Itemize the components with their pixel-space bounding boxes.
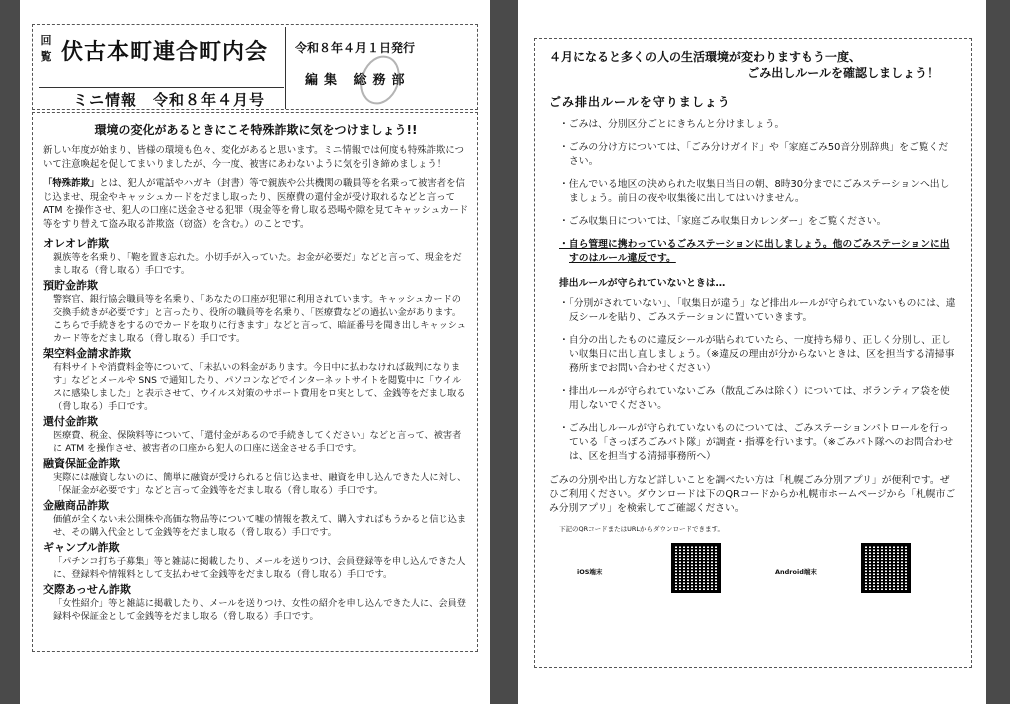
section-text: 医療費、税金、保険料等について、「還付金があるので手続きしてください」などと言って、被害者に ATM を操作させ、被害者の口座から犯人の口座に送金させる手口です。	[53, 430, 462, 454]
section-heading: 預貯金詐欺	[43, 279, 98, 292]
fraud-section	[43, 237, 469, 277]
fraud-section	[43, 415, 469, 455]
rule-item: ・ごみ収集日については、「家庭ごみ収集日カレンダー」をご覧ください。	[559, 216, 887, 227]
fraud-section	[43, 279, 469, 345]
violation-heading: 排出ルールが守られていないときは…	[559, 278, 726, 289]
fraud-section	[43, 347, 469, 413]
section-text: 「パチンコ打ち子募集」等と雑誌に掲載したり、メールを送りつけ、会員登録等を申し込んできた人に、登録料や情報料として支払わせて金銭等をだまし取る（脅し取る）手口です。	[53, 556, 466, 580]
right-page	[518, 0, 986, 704]
section-text: 親族等を名乗り、「鞄を置き忘れた。小切手が入っていた。お金が必要だ」などと言って、現金をだまし取る（脅し取る）手口です。	[53, 252, 462, 276]
violation-item: ・排出ルールが守られていないごみ（散乱ごみは除く）については、ボランティア袋を使用しないでください。	[559, 386, 950, 411]
newsletter-header	[32, 24, 478, 110]
intro-line-2: ごみ出しルールを確認しましょう！	[747, 66, 939, 80]
article-headline: 環境の変化があるときにこそ特殊詐欺に気をつけましょう!!	[94, 123, 418, 137]
fraud-section	[43, 499, 469, 539]
rule-item: ・ごみは、分別区分ごとにきちんと分けましょう。	[559, 119, 785, 130]
ios-qr-code[interactable]	[671, 543, 721, 593]
garbage-rules-box	[534, 38, 972, 668]
intro-line-1: ４月になると多くの人の生活環境が変わりますもう一度、	[549, 50, 862, 64]
section-text: 「女性紹介」等と雑誌に掲載したり、メールを送りつけ、女性の紹介を申し込んできた人に、会員登録料や保証金として金銭等をだまし取る（脅し取る）手口です。	[53, 598, 466, 622]
rule-item-underlined: ・自ら管理に携わっているごみステーションに出しましょう。他のごみステーションに出すのはルール違反です。	[559, 239, 950, 264]
definition-text: とは、犯人が電話やハガキ（封書）等で親族や公共機関の職員等を名乗って被害者を信じ込ませ、現金やキャッシュカードをだまし取ったり、医療費の還付金が受け取れるなどと言って ATM を操作させ、犯人の口座に送金させる犯罪（現金等を脅し取る恐喝や隙を見てキャッシュカード等をすり替えて盗み取る詐欺盗（窃盗）を含む。）のことです。	[43, 178, 469, 230]
app-info-paragraph: ごみの分別や出し方など詳しいことを調べたい方は「札幌ごみ分別アプリ」が便利です。ぜひご利用ください。ダウンロードは下のQRコードからか札幌市ホームページから「札幌市ごみ分別アプリ」を検索してご確認ください。	[549, 475, 956, 514]
section-text: 実際には融資しないのに、簡単に融資が受けられると信じ込ませ、融資を申し込んできた人に対し、「保証金が必要です」などと言って金銭等をだまし取る（脅し取る）手口です。	[53, 472, 467, 496]
violation-item: ・自分の出したものに違反シールが貼られていたら、一度持ち帰り、正しく分別し、正しい収集日に出し直しましょう。（※違反の理由が分からないときは、区を担当する清掃事務所までお問い合わせください）	[559, 335, 955, 374]
rules-heading: ごみ排出ルールを守りましょう	[549, 95, 731, 109]
intro-paragraph: 新しい年度が始まり、皆様の環境も色々、変化があると思います。ミニ情報では何度も特殊詐欺について注意喚起を促してまいりましたが、今一度、被害にあわないように気を引き締めましょう！	[43, 145, 464, 170]
rule-item: ・住んでいる地区の決められた収集日当日の朝、8時30分までにごみステーションへ出しましょう。前日の夜や収集後に出してはいけません。	[559, 179, 950, 204]
section-text: 価値が全くない未公開株や高価な物品等について嘘の情報を教えて、購入すればもうかると信じ込ませ、その購入代金として金銭等をだまし取る（脅し取る）手口です。	[53, 514, 467, 538]
violation-item: ・ごみ出しルールが守られていないものについては、ごみステーションパトロールを行っている「さっぽろごみパト隊」が調査・指導を行います。（※ごみパト隊へのお問合わせは、区を担当する清掃事務所へ）	[559, 423, 954, 462]
violation-item: ・「分別がされていない」、「収集日が違う」など排出ルールが守られていないものには、違反シールを貼り、ごみステーションに置いていきます。	[559, 298, 956, 323]
section-heading: オレオレ詐欺	[43, 237, 109, 250]
section-heading: 融資保証金詐欺	[43, 457, 120, 470]
article-body	[32, 112, 478, 652]
circulation-mark: 回覧	[40, 34, 52, 63]
editor-credit: 編集 総務部	[305, 73, 411, 88]
android-qr-code[interactable]	[861, 543, 911, 593]
stamp-mark	[354, 50, 407, 110]
qr-code-area	[549, 537, 957, 607]
issue-title: ミニ情報 令和８年４月号	[73, 91, 266, 109]
section-heading: 還付金詐欺	[43, 415, 98, 428]
fraud-section	[43, 457, 469, 497]
qr-note: 下記のQRコードまたはURLからダウンロードできます。	[559, 525, 725, 533]
organization-name: 伏古本町連合町内会	[61, 40, 269, 65]
fraud-section	[43, 583, 469, 623]
definition-term: 「特殊詐欺」	[43, 178, 100, 189]
section-text: 警察官、銀行協会職員等を名乗り、「あなたの口座が犯罪に利用されています。キャッシュカードの交換手続きが必要です」と言ったり、役所の職員等を名乗り、「医療費などの過払い金があります。こちらで手続きをするのでカードを取りに行きます」などと言って、暗証番号を聞き出しキャッシュカード等をだまし取る（脅し取る）手口です。	[53, 294, 466, 344]
fraud-section	[43, 541, 469, 581]
header-divider	[39, 87, 284, 88]
definition-paragraph	[43, 177, 469, 231]
ios-label: iOS端末	[577, 568, 603, 576]
header-vertical-divider	[285, 27, 286, 109]
section-text: 有料サイトや消費料金等について、「未払いの料金があります。今日中に払わなければ裁判になります」などとメールや SNS で通知したり、パソコンなどでインターネットサイトを閲覧中に「ウイルスに感染しました」と表示させて、ウイルス対策のサポート費用をロ実として、金銭等をだまし取る（脅し取る）手口です。	[53, 362, 466, 412]
left-page	[20, 0, 490, 704]
section-heading: 金融商品詐欺	[43, 499, 109, 512]
rule-item: ・ごみの分け方については、「ごみ分けガイド」や「家庭ごみ50音分別辞典」をご覧ください。	[559, 142, 949, 167]
section-heading: 架空料金請求詐欺	[43, 347, 131, 360]
section-heading: 交際あっせん詐欺	[43, 583, 131, 596]
section-heading: ギャンブル詐欺	[43, 541, 120, 554]
issue-date: 令和８年４月１日発行	[295, 41, 416, 55]
android-label: Android端末	[775, 568, 817, 576]
